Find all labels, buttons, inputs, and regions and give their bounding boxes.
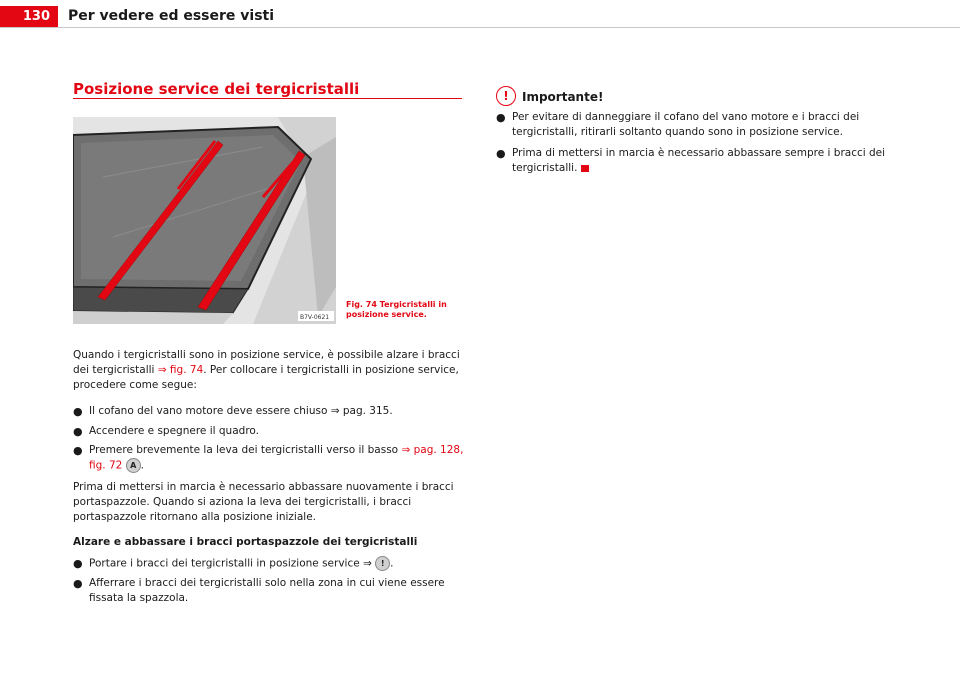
figure-caption: Fig. 74 Tergicristalli in posizione service. bbox=[346, 300, 447, 319]
page-number: 130 bbox=[0, 6, 58, 28]
important-title: Importante! bbox=[522, 90, 604, 104]
section-divider bbox=[73, 98, 462, 99]
page-title: Per vedere ed essere visti bbox=[68, 8, 275, 24]
warning-badge-icon: ! bbox=[375, 556, 390, 571]
intro-paragraph: Quando i tergicristalli sono in posizione service, è possibile alzare i bracci dei tergicristalli ⇒ fig. 74. Per collocare i tergicristalli in posizione service, procedere come segue: bbox=[73, 349, 460, 391]
fig-link[interactable]: ⇒ fig. 74 bbox=[157, 364, 204, 376]
warning-icon: ! bbox=[496, 86, 516, 106]
windshield-illustration bbox=[73, 117, 336, 324]
subsection-title: Alzare e abbassare i bracci portaspazzole dei tergicristalli bbox=[73, 536, 418, 548]
return-paragraph: Prima di mettersi in marcia è necessario abbassare nuovamente i bracci portaspazzole. Quando si aziona la leva dei tergicristalli, i bracci portaspazzole ritornano alla posizione iniziale. bbox=[73, 481, 454, 523]
callout-badge: A bbox=[126, 458, 141, 473]
end-mark-icon bbox=[581, 165, 589, 172]
list-item: ● Il cofano del vano motore deve essere chiuso ⇒ pag. 315. bbox=[73, 405, 393, 418]
list-item: ● Afferrare i bracci dei tergicristalli solo nella zona in cui viene essere fissata la spazzola. bbox=[73, 577, 445, 604]
header-divider bbox=[0, 27, 960, 28]
section-title: Posizione service dei tergicristalli bbox=[73, 80, 360, 98]
list-item: ● Prima di mettersi in marcia è necessario abbassare sempre i bracci dei tergicristalli. bbox=[496, 147, 886, 174]
page-header bbox=[0, 0, 960, 30]
figure-code: B7V-0621 bbox=[300, 314, 330, 321]
page-link[interactable]: ⇒ pag. 128, fig. 72 bbox=[89, 444, 464, 472]
wiper-service-figure bbox=[73, 117, 336, 324]
list-item: ● Portare i bracci dei tergicristalli in posizione service ⇒ ! . bbox=[73, 557, 394, 570]
list-item: ● Premere brevemente la leva dei tergicristalli verso il basso ⇒ pag. 128, fig. 72 A . bbox=[73, 444, 464, 472]
list-item: ● Accendere e spegnere il quadro. bbox=[73, 425, 259, 438]
list-item: ● Per evitare di danneggiare il cofano del vano motore e i bracci dei tergicristalli, ritirarli soltanto quando sono in posizione service. bbox=[496, 111, 860, 138]
